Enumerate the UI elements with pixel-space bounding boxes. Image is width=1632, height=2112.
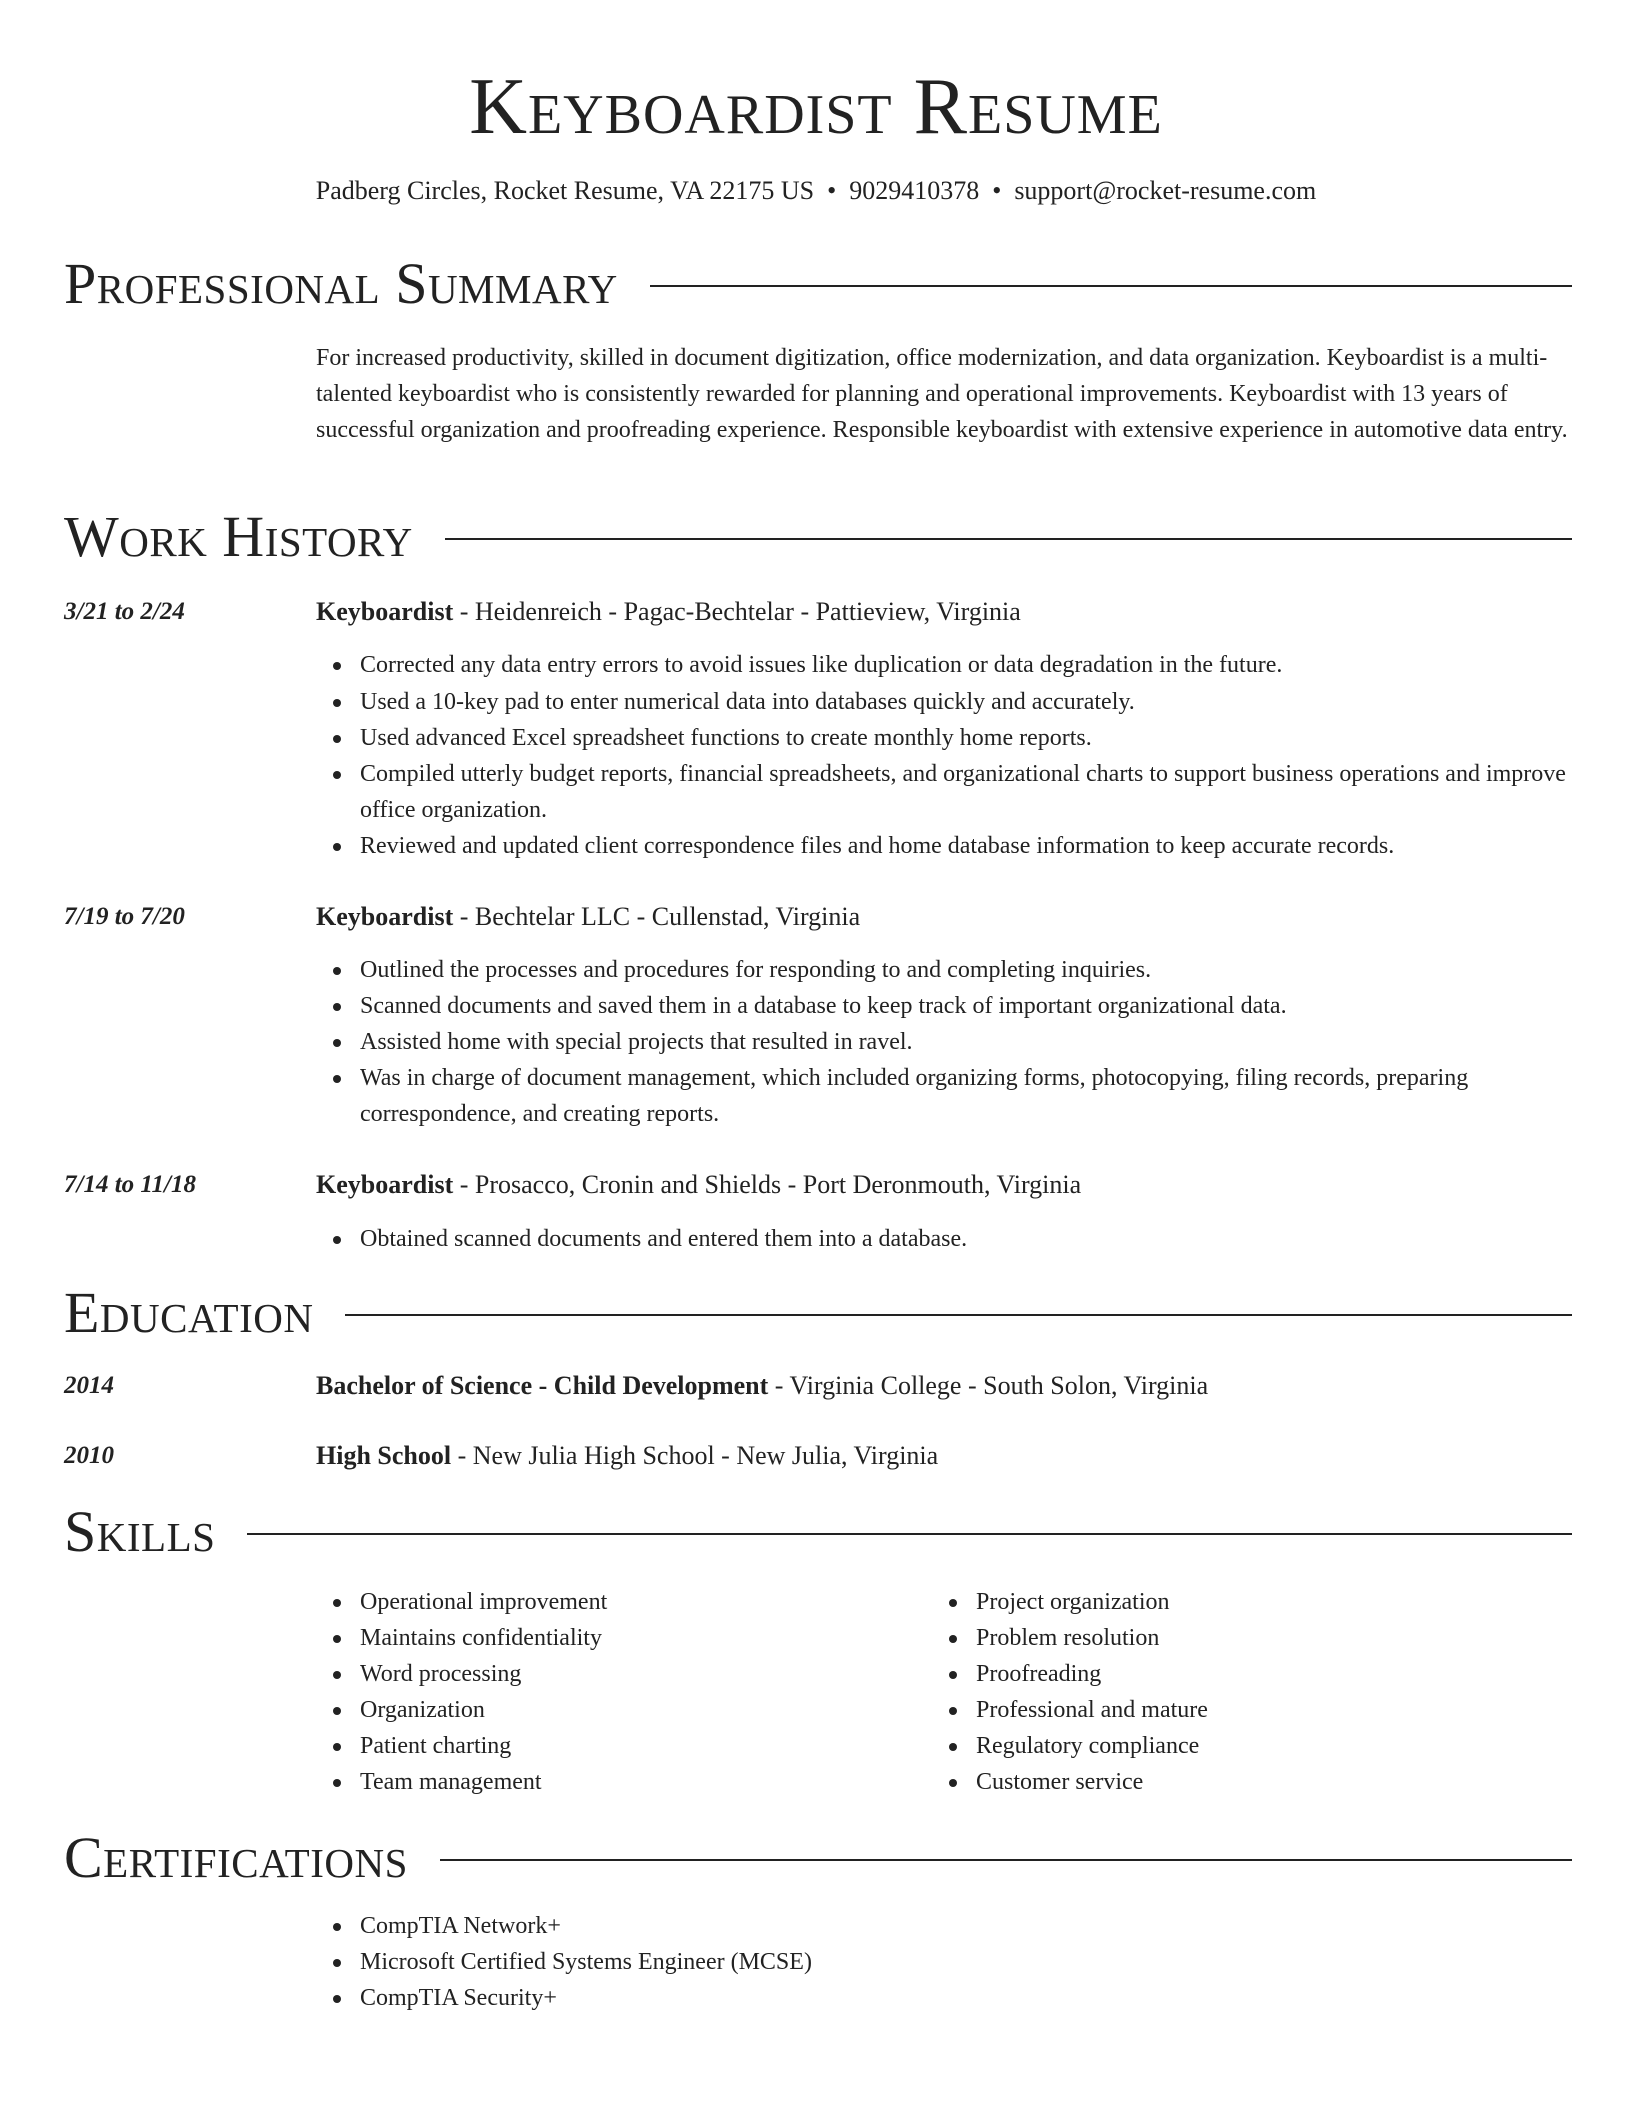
section-divider (650, 285, 1572, 287)
job-heading (316, 594, 1572, 630)
skill-item: Organization (360, 1692, 926, 1728)
section-header-skills (64, 1500, 1572, 1564)
skill-item: Maintains confidentiality (360, 1620, 926, 1656)
list-item: Obtained scanned documents and entered them into a database. (360, 1221, 1572, 1257)
section-title: Professional Summary (64, 251, 618, 316)
section-header-education (64, 1281, 1572, 1345)
education-year: 2014 (64, 1372, 114, 1399)
section-header-certifications (64, 1826, 1572, 1890)
contact-address: Padberg Circles, Rocket Resume, VA 22175 US (315, 176, 815, 205)
skill-item: Word processing (360, 1656, 926, 1692)
job-heading (316, 1167, 1572, 1203)
certification-item: Microsoft Certified Systems Engineer (MCSE) (360, 1944, 1572, 1980)
section-title: Skills (64, 1499, 216, 1564)
education-entry (316, 1368, 1572, 1404)
job-bullets (316, 1221, 1572, 1257)
contact-email: support@rocket-resume.com (1014, 176, 1317, 205)
section-title: Work History (64, 504, 413, 569)
job-title: Keyboardist (316, 902, 454, 931)
list-item: Used advanced Excel spreadsheet functions to create monthly home reports. (360, 720, 1572, 756)
education-details: - Virginia College - South Solon, Virginia (768, 1371, 1209, 1400)
skill-item: Patient charting (360, 1728, 926, 1764)
education-degree: Bachelor of Science - Child Development (316, 1371, 769, 1400)
job-details: - Heidenreich - Pagac-Bechtelar - Pattieview, Virginia (453, 597, 1021, 626)
section-divider (445, 538, 1572, 540)
job-dates: 7/19 to 7/20 (64, 903, 185, 930)
skill-item: Team management (360, 1764, 926, 1800)
list-item: Outlined the processes and procedures for responding to and completing inquiries. (360, 952, 1572, 988)
certification-item: CompTIA Security+ (360, 1980, 1572, 2016)
education-details: - New Julia High School - New Julia, Virginia (451, 1441, 939, 1470)
skill-item: Proofreading (976, 1656, 1572, 1692)
education-year: 2010 (64, 1442, 114, 1469)
skill-item: Regulatory compliance (976, 1728, 1572, 1764)
contact-separator: • (827, 176, 837, 205)
skills-list-left (316, 1584, 926, 1800)
section-title: Education (64, 1280, 314, 1345)
section-divider (247, 1533, 1572, 1535)
job-dates: 7/14 to 11/18 (64, 1171, 196, 1198)
section-divider (440, 1859, 1572, 1861)
contact-line (0, 173, 1632, 209)
list-item: Assisted home with special projects that resulted in ravel. (360, 1024, 1572, 1060)
section-header-summary (64, 252, 1572, 316)
skill-item: Project organization (976, 1584, 1572, 1620)
section-header-work-history (64, 505, 1572, 569)
list-item: Reviewed and updated client correspondence files and home database information to keep accurate records. (360, 828, 1572, 864)
job-details: - Prosacco, Cronin and Shields - Port Deronmouth, Virginia (453, 1170, 1082, 1199)
list-item: Compiled utterly budget reports, financial spreadsheets, and organizational charts to support business operations and improve office organization. (360, 756, 1572, 828)
skill-item: Problem resolution (976, 1620, 1572, 1656)
list-item: Was in charge of document management, which included organizing forms, photocopying, filing records, preparing correspondence, and creating reports. (360, 1060, 1572, 1132)
list-item: Used a 10-key pad to enter numerical data into databases quickly and accurately. (360, 684, 1572, 720)
certification-item: CompTIA Network+ (360, 1908, 1572, 1944)
list-item: Scanned documents and saved them in a database to keep track of important organizational data. (360, 988, 1572, 1024)
skill-item: Customer service (976, 1764, 1572, 1800)
job-bullets (316, 952, 1572, 1132)
list-item: Corrected any data entry errors to avoid issues like duplication or data degradation in the future. (360, 647, 1572, 683)
education-entry (316, 1438, 1572, 1474)
job-heading (316, 899, 1572, 935)
job-title: Keyboardist (316, 597, 454, 626)
section-title: Certifications (64, 1825, 408, 1890)
contact-separator: • (992, 176, 1002, 205)
job-title: Keyboardist (316, 1170, 454, 1199)
certifications-list (316, 1908, 1572, 2016)
section-divider (345, 1314, 1572, 1316)
skill-item: Professional and mature (976, 1692, 1572, 1728)
skills-list-right (932, 1584, 1572, 1800)
job-details: - Bechtelar LLC - Cullenstad, Virginia (453, 902, 861, 931)
job-bullets (316, 647, 1572, 864)
skill-item: Operational improvement (360, 1584, 926, 1620)
education-degree: High School (316, 1441, 452, 1470)
resume-title: Keyboardist Resume (469, 63, 1163, 151)
summary-text: For increased productivity, skilled in document digitization, office modernization, and data organization. Keyboardist is a multi-talented keyboardist who is consistently rewarded for planning and operational improvements. Keyboardist with 13 years of successful organization and proofreading experience. Responsible keyboardist with extensive experience in automotive data entry. (316, 345, 1568, 443)
contact-phone: 9029410378 (849, 176, 980, 205)
job-dates: 3/21 to 2/24 (64, 598, 185, 625)
